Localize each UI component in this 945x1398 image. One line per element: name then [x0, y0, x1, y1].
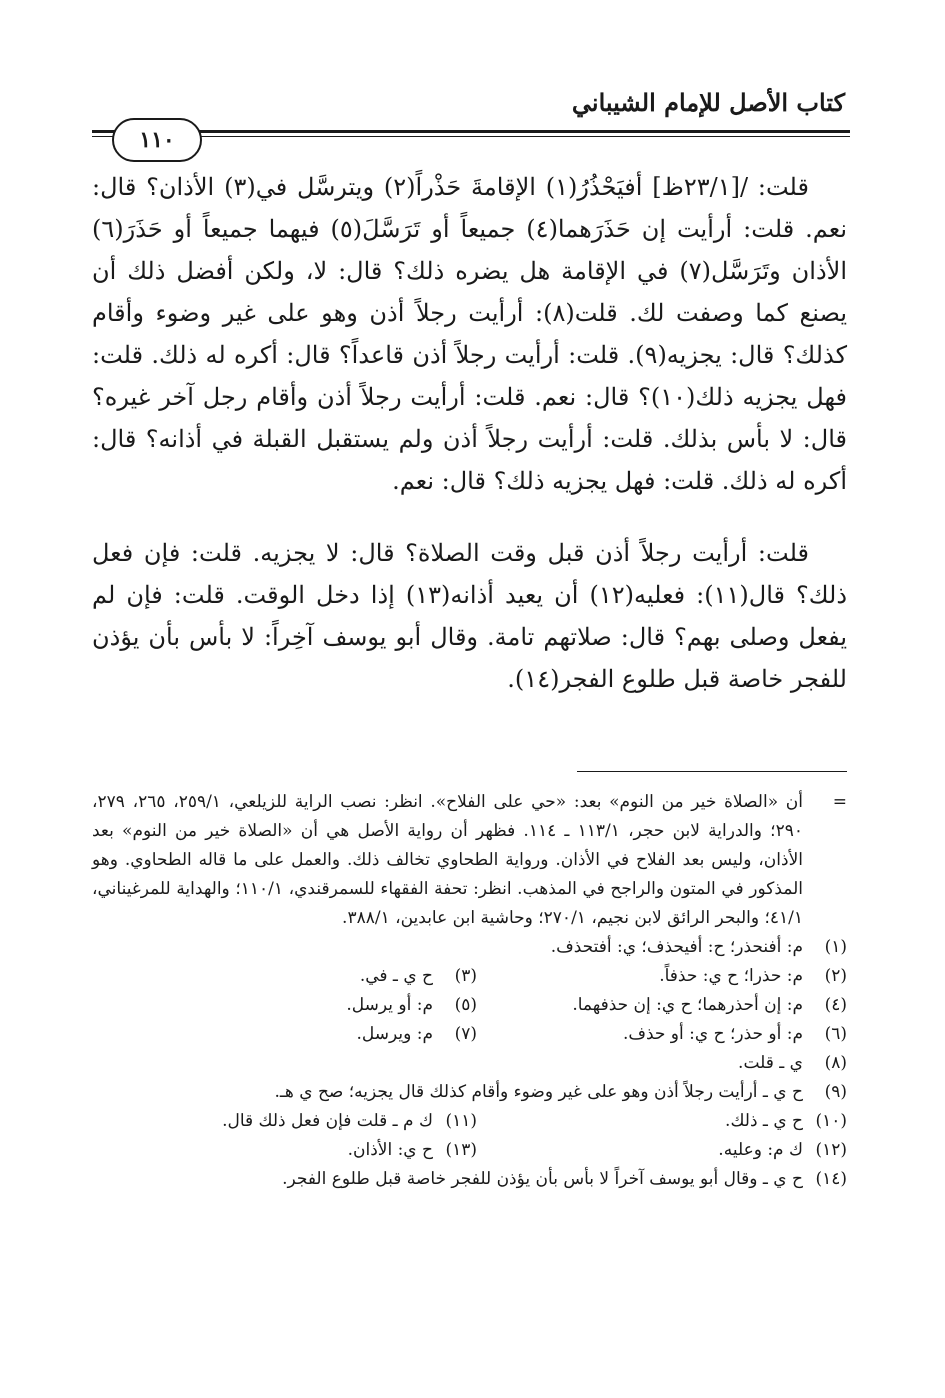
- paragraph-1: قلت: /[٢٣/١ظ] أفيَحْذُرُ(١) الإقامةَ حَذْراً(٢) ويترسَّل في(٣) الأذان؟ قال: نعم. قلت: أرأيت إن حَذَرَهما(٤) جميعاً أو تَرَسَّلَ(٥) فيهما جميعاً أو حَذَرَ(٦) الأذان وتَرَسَّل(٧) في الإقامة هل يضره ذلك؟ قال: لا، ولكن أفضل ذلك أن يصنع كما وصفت لك. قلت(٨): أرأيت رجلاً أذن وهو على غير وضوء وأقام كذلك؟ قال: يجزيه(٩). قلت: أرأيت رجلاً أذن قاعداً؟ قال: أكره له ذلك. قلت: فهل يجزيه ذلك(١٠)؟ قال: نعم. قلت: أرأيت رجلاً أذن وأقام رجل آخر غيره؟ قال: لا بأس بذلك. قلت: أرأيت رجلاً أذن ولم يستقبل القبلة في أذانه؟ قال: أكره له ذلك. قلت: فهل يجزيه ذلك؟ قال: نعم.: [92, 173, 848, 495]
- footnote-text: ح ي ـ وقال أبو يوسف آخراً لا بأس بأن يؤذن للفجر خاصة قبل طلوع الفجر.: [282, 1169, 803, 1189]
- footnote-text: ح ي ـ أرأيت رجلاً أذن وهو على غير وضوء وأقام كذلك قال يجزيه؛ صح ي هـ.: [274, 1082, 803, 1102]
- footnote-row-6-7: [92, 1020, 847, 1049]
- footnote-label: (٧): [454, 1024, 477, 1044]
- footnote-label: (١٢): [815, 1140, 847, 1160]
- footnote-text: م: إن أحذرهما؛ ح ي: إن حذفهما.: [572, 995, 803, 1015]
- footnote-label: (٩): [824, 1082, 847, 1102]
- main-text: [92, 166, 847, 700]
- footnote-label: (٢): [824, 966, 847, 986]
- footnote-text: ح ي ـ في.: [359, 966, 433, 986]
- running-title: كتاب الأصل للإمام الشيباني: [571, 88, 845, 117]
- footnote-3: [217, 962, 477, 991]
- footnote-label: (٤): [824, 995, 847, 1015]
- header-rule: [92, 130, 850, 133]
- footnote-text: م: أفنحذر؛ ح: أفيحذف؛ ي: أفتحذف.: [550, 937, 803, 957]
- footnote-12: [477, 1136, 847, 1165]
- footnote-text: ح ي: الأذان.: [347, 1140, 433, 1160]
- page-number: ١١٠: [112, 118, 202, 162]
- footnote-text: ك م ـ قلت فإن فعل ذلك قال.: [222, 1111, 433, 1131]
- footnote-8: [92, 1049, 847, 1078]
- footnote-row-2-3: [92, 962, 847, 991]
- footnote-label: (١): [824, 937, 847, 957]
- footnote-text: م: ويرسل.: [356, 1024, 433, 1044]
- footnote-label: (٦): [824, 1024, 847, 1044]
- footnote-label: (٣): [454, 966, 477, 986]
- footnote-14: [92, 1165, 847, 1194]
- footnote-6: [477, 1020, 847, 1049]
- footnote-11: [217, 1107, 477, 1136]
- footnote-text: ك م: وعليه.: [718, 1140, 803, 1160]
- footnote-text: ح ي ـ ذلك.: [725, 1111, 803, 1131]
- footnote-label: (٥): [454, 995, 477, 1015]
- footnote-label: (١٤): [815, 1169, 847, 1189]
- footnote-separator: [577, 771, 847, 772]
- footnote-1: [92, 933, 847, 962]
- footnotes: [92, 788, 847, 1194]
- footnote-text: ي ـ قلت.: [738, 1053, 803, 1073]
- footnote-continuation: [92, 788, 847, 933]
- footnote-text: أن «الصلاة خير من النوم» بعد: «حي على الفلاح». انظر: نصب الراية للزيلعي، ٢٥٩/١، ٢٦٥، ٢٧٩، ٢٩٠؛ والدراية لابن حجر، ١١٣/١ ـ ١١٤. فظهر أن رواية الأصل هي أن «الصلاة خير من النوم» بعد الأذان، وليس بعد الفلاح في الأذان. ورواية الطحاوي تخالف ذلك. والعمل على ما قاله الطحاوي. وهو المذكور في المتون والراجح في المذهب. انظر: تحفة الفقهاء للسمرقندي، ١١٠/١؛ والهداية للمرغيناني، ٤١/١؛ والبحر الرائق لابن نجيم، ٢٧٠/١؛ وحاشية ابن عابدين، ٣٨٨/١.: [92, 792, 804, 928]
- footnote-row-4-5: [92, 991, 847, 1020]
- footnote-9: [92, 1078, 847, 1107]
- footnote-2: [477, 962, 847, 991]
- footnote-label: (١١): [445, 1111, 477, 1131]
- footnote-row-10-11: [92, 1107, 847, 1136]
- footnote-5: [217, 991, 477, 1020]
- paragraph-2: قلت: أرأيت رجلاً أذن قبل وقت الصلاة؟ قال: لا يجزيه. قلت: فإن فعل ذلك؟ قال(١١): فعليه(١٢) أن يعيد أذانه(١٣) إذا دخل الوقت. قلت: فإن لم يفعل وصلى بهم؟ قال: صلاتهم تامة. وقال أبو يوسف آخِراً: لا بأس بأن يؤذن للفجر خاصة قبل طلوع الفجر(١٤).: [92, 539, 848, 693]
- footnote-4: [477, 991, 847, 1020]
- footnote-10: [477, 1107, 847, 1136]
- footnote-label: (٨): [824, 1053, 847, 1073]
- footnote-text: م: حذرا؛ ح ي: حذفاً.: [659, 966, 803, 986]
- footnote-13: [217, 1136, 477, 1165]
- footnote-label: (١٣): [445, 1140, 477, 1160]
- footnote-row-12-13: [92, 1136, 847, 1165]
- footnote-7: [217, 1020, 477, 1049]
- footnote-text: م: أو حذر؛ ح ي: أو حذف.: [622, 1024, 803, 1044]
- footnote-text: م: أو يرسل.: [346, 995, 433, 1015]
- footnote-label: (١٠): [815, 1111, 847, 1131]
- header-rule-thin: [92, 136, 850, 137]
- continuation-marker: =: [832, 792, 847, 812]
